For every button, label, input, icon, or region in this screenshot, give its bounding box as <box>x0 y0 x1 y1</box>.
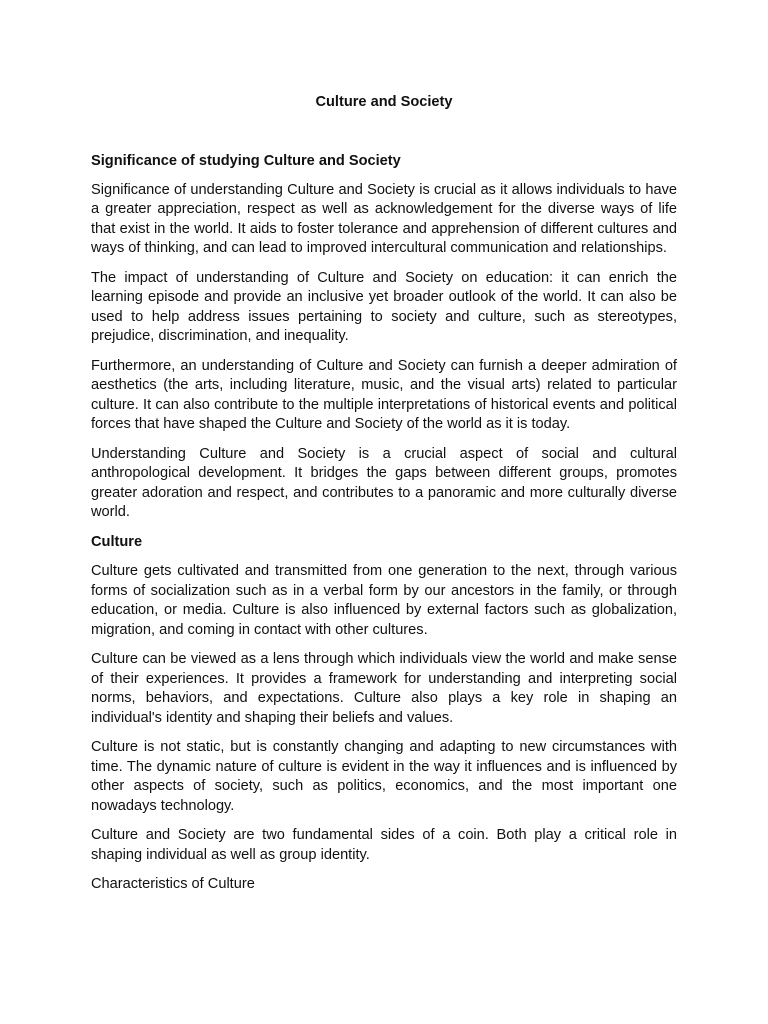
paragraph: Culture can be viewed as a lens through which individuals view the world and make sense of their experiences. It provides a framework for understanding and interpreting social norms, behaviors, and expectations. Culture also plays a key role in shaping an individual's identity and shaping their beliefs and values. <box>91 651 677 726</box>
subheading-characteristics: Characteristics of Culture <box>91 876 255 892</box>
paragraph: The impact of understanding of Culture and Society on education: it can enrich the learning episode and provide an inclusive yet broader outlook of the world. It can also be used to help address issues pertaining to society and culture, such as stereotypes, prejudice, discrimination, and inequality. <box>91 269 677 344</box>
document-body <box>91 93 677 895</box>
page-title: Culture and Society <box>315 94 453 110</box>
paragraph: Culture is not static, but is constantly changing and adapting to new circumstances with time. The dynamic nature of culture is evident in the way it influences and is influenced by other aspects of society, such as politics, economics, and the most important one nowadays technology. <box>91 739 677 814</box>
paragraph: Significance of understanding Culture and Society is crucial as it allows individuals to have a greater appreciation, respect as well as acknowledgement for the diverse ways of life that exist in the world. It aids to foster tolerance and apprehension of different cultures and ways of thinking, and can lead to improved intercultural communication and relationships. <box>91 181 677 256</box>
paragraph: Furthermore, an understanding of Culture and Society can furnish a deeper admiration of aesthetics (the arts, including literature, music, and the visual arts) related to particular culture. It can also contribute to the multiple interpretations of historical events and political forces that have shaped the Culture and Society of the world as it is today. <box>91 357 677 432</box>
paragraph: Understanding Culture and Society is a crucial aspect of social and cultural anthropological development. It bridges the gaps between different groups, promotes greater adoration and respect, and contributes to a panoramic and more culturally diverse world. <box>91 445 677 520</box>
section-heading-culture: Culture <box>91 533 143 550</box>
paragraph: Culture gets cultivated and transmitted from one generation to the next, through various forms of socialization such as in a verbal form by our ancestors in the family, or through education, or media. Culture is also influenced by external factors such as globalization, migration, and coming in contact with other cultures. <box>91 563 677 638</box>
section-heading-significance: Significance of studying Culture and Society <box>91 153 401 169</box>
paragraph: Culture and Society are two fundamental sides of a coin. Both play a critical role in shaping individual as well as group identity. <box>91 827 677 863</box>
